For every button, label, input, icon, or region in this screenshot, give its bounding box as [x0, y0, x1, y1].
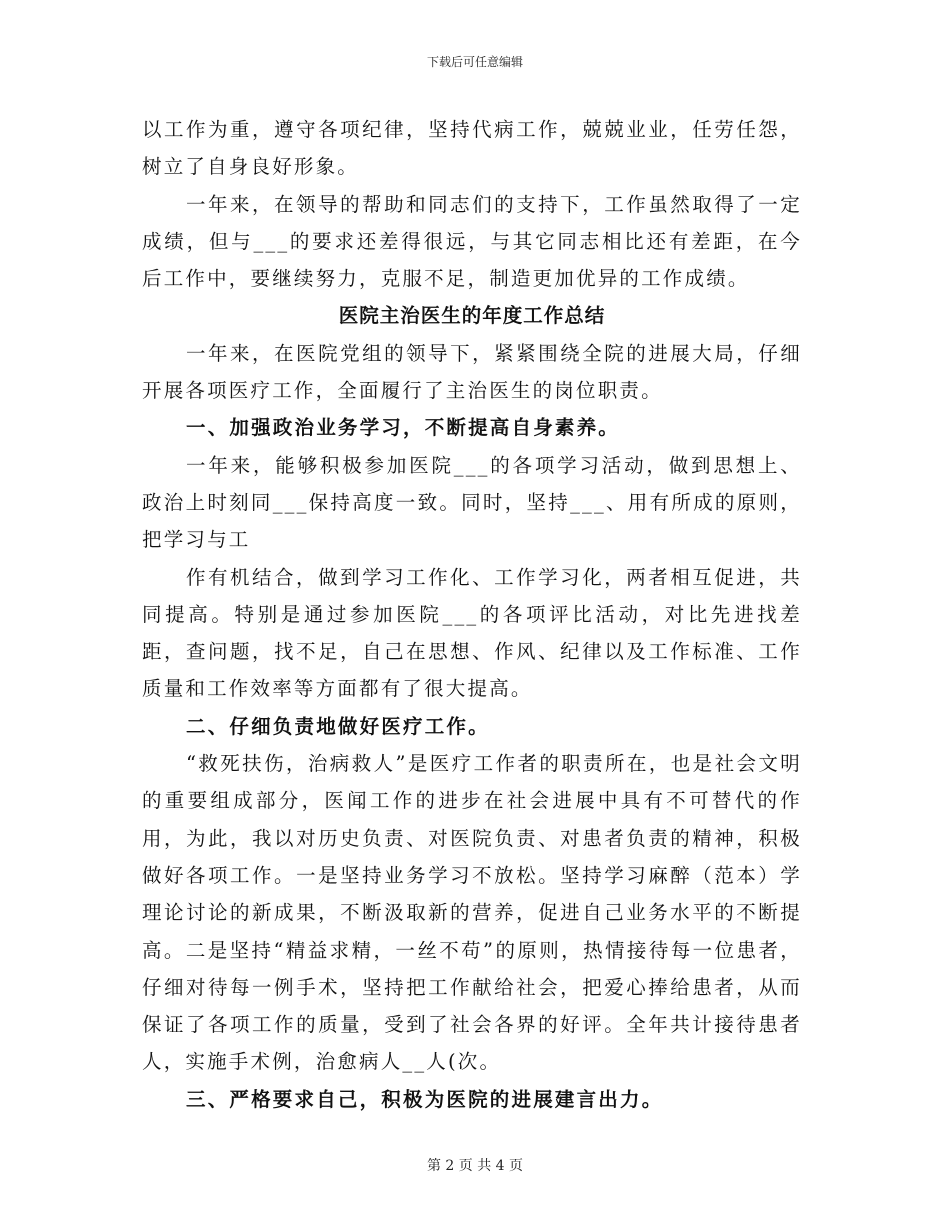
paragraph-continued: 以工作为重，遵守各项纪律，坚持代病工作，兢兢业业，任劳任怨，树立了自身良好形象。: [142, 118, 802, 179]
paragraph-intro: 一年来，在医院党组的领导下，紧紧围绕全院的进展大局，仔细开展各项医疗工作，全面履行了主治医生的岗位职责。: [142, 341, 802, 403]
paragraph-summary: 一年来，在领导的帮助和同志们的支持下，工作虽然取得了一定成绩，但与___的要求还差得很远，与其它同志相比还有差距，在今后工作中，要继续努力，克服不足，制造更加优异的工作成绩。: [142, 192, 802, 291]
section-heading-2: 二、仔细负责地做好医疗工作。: [186, 714, 490, 738]
section-heading-1: 一、加强政治业务学习，不断提高自身素养。: [186, 416, 621, 440]
paragraph-medical-work: “救死扶伤，治病救人”是医疗工作者的职责所在，也是社会文明的重要组成部分，医闻工作的进步在社会进展中具有不可替代的作用，为此，我以对历史负责、对医院负责、对患者负责的精神，积极做好各项工作。一是坚持业务学习不放松。坚持学习麻醉（范本）学理论讨论的新成果，不断汲取新的营养，促进自己业务水平的不断提高。二是坚持“精益求精，一丝不苟”的原则，热情接待每一位患者，仔细对待每一例手术，坚持把工作献给社会，把爱心捧给患者，从而保证了各项工作的质量，受到了社会各界的好评。全年共计接待患者人，实施手术例，治愈病人__人(次。: [142, 752, 802, 1074]
document-title: 医院主治医生的年度工作总结: [338, 304, 606, 328]
document-body: [142, 111, 802, 1118]
paragraph-study: 一年来，能够积极参加医院___的各项学习活动，做到思想上、政治上时刻同___保持高度一致。同时，坚持___、用有所成的原则，把学习与工: [142, 453, 802, 552]
page-footer: 第 2 页 共 4 页: [426, 1158, 524, 1174]
page-header: 下载后可任意编辑: [426, 55, 523, 69]
paragraph-study-continued: 作有机结合，做到学习工作化、工作学习化，两者相互促进，共同提高。特别是通过参加医院___的各项评比活动，对比先进找差距，查问题，找不足，自己在思想、作风、纪律以及工作标准、工作质量和工作效率等方面都有了很大提高。: [142, 565, 802, 701]
section-heading-3: 三、严格要求自己，积极为医院的进展建言出力。: [186, 1087, 664, 1111]
